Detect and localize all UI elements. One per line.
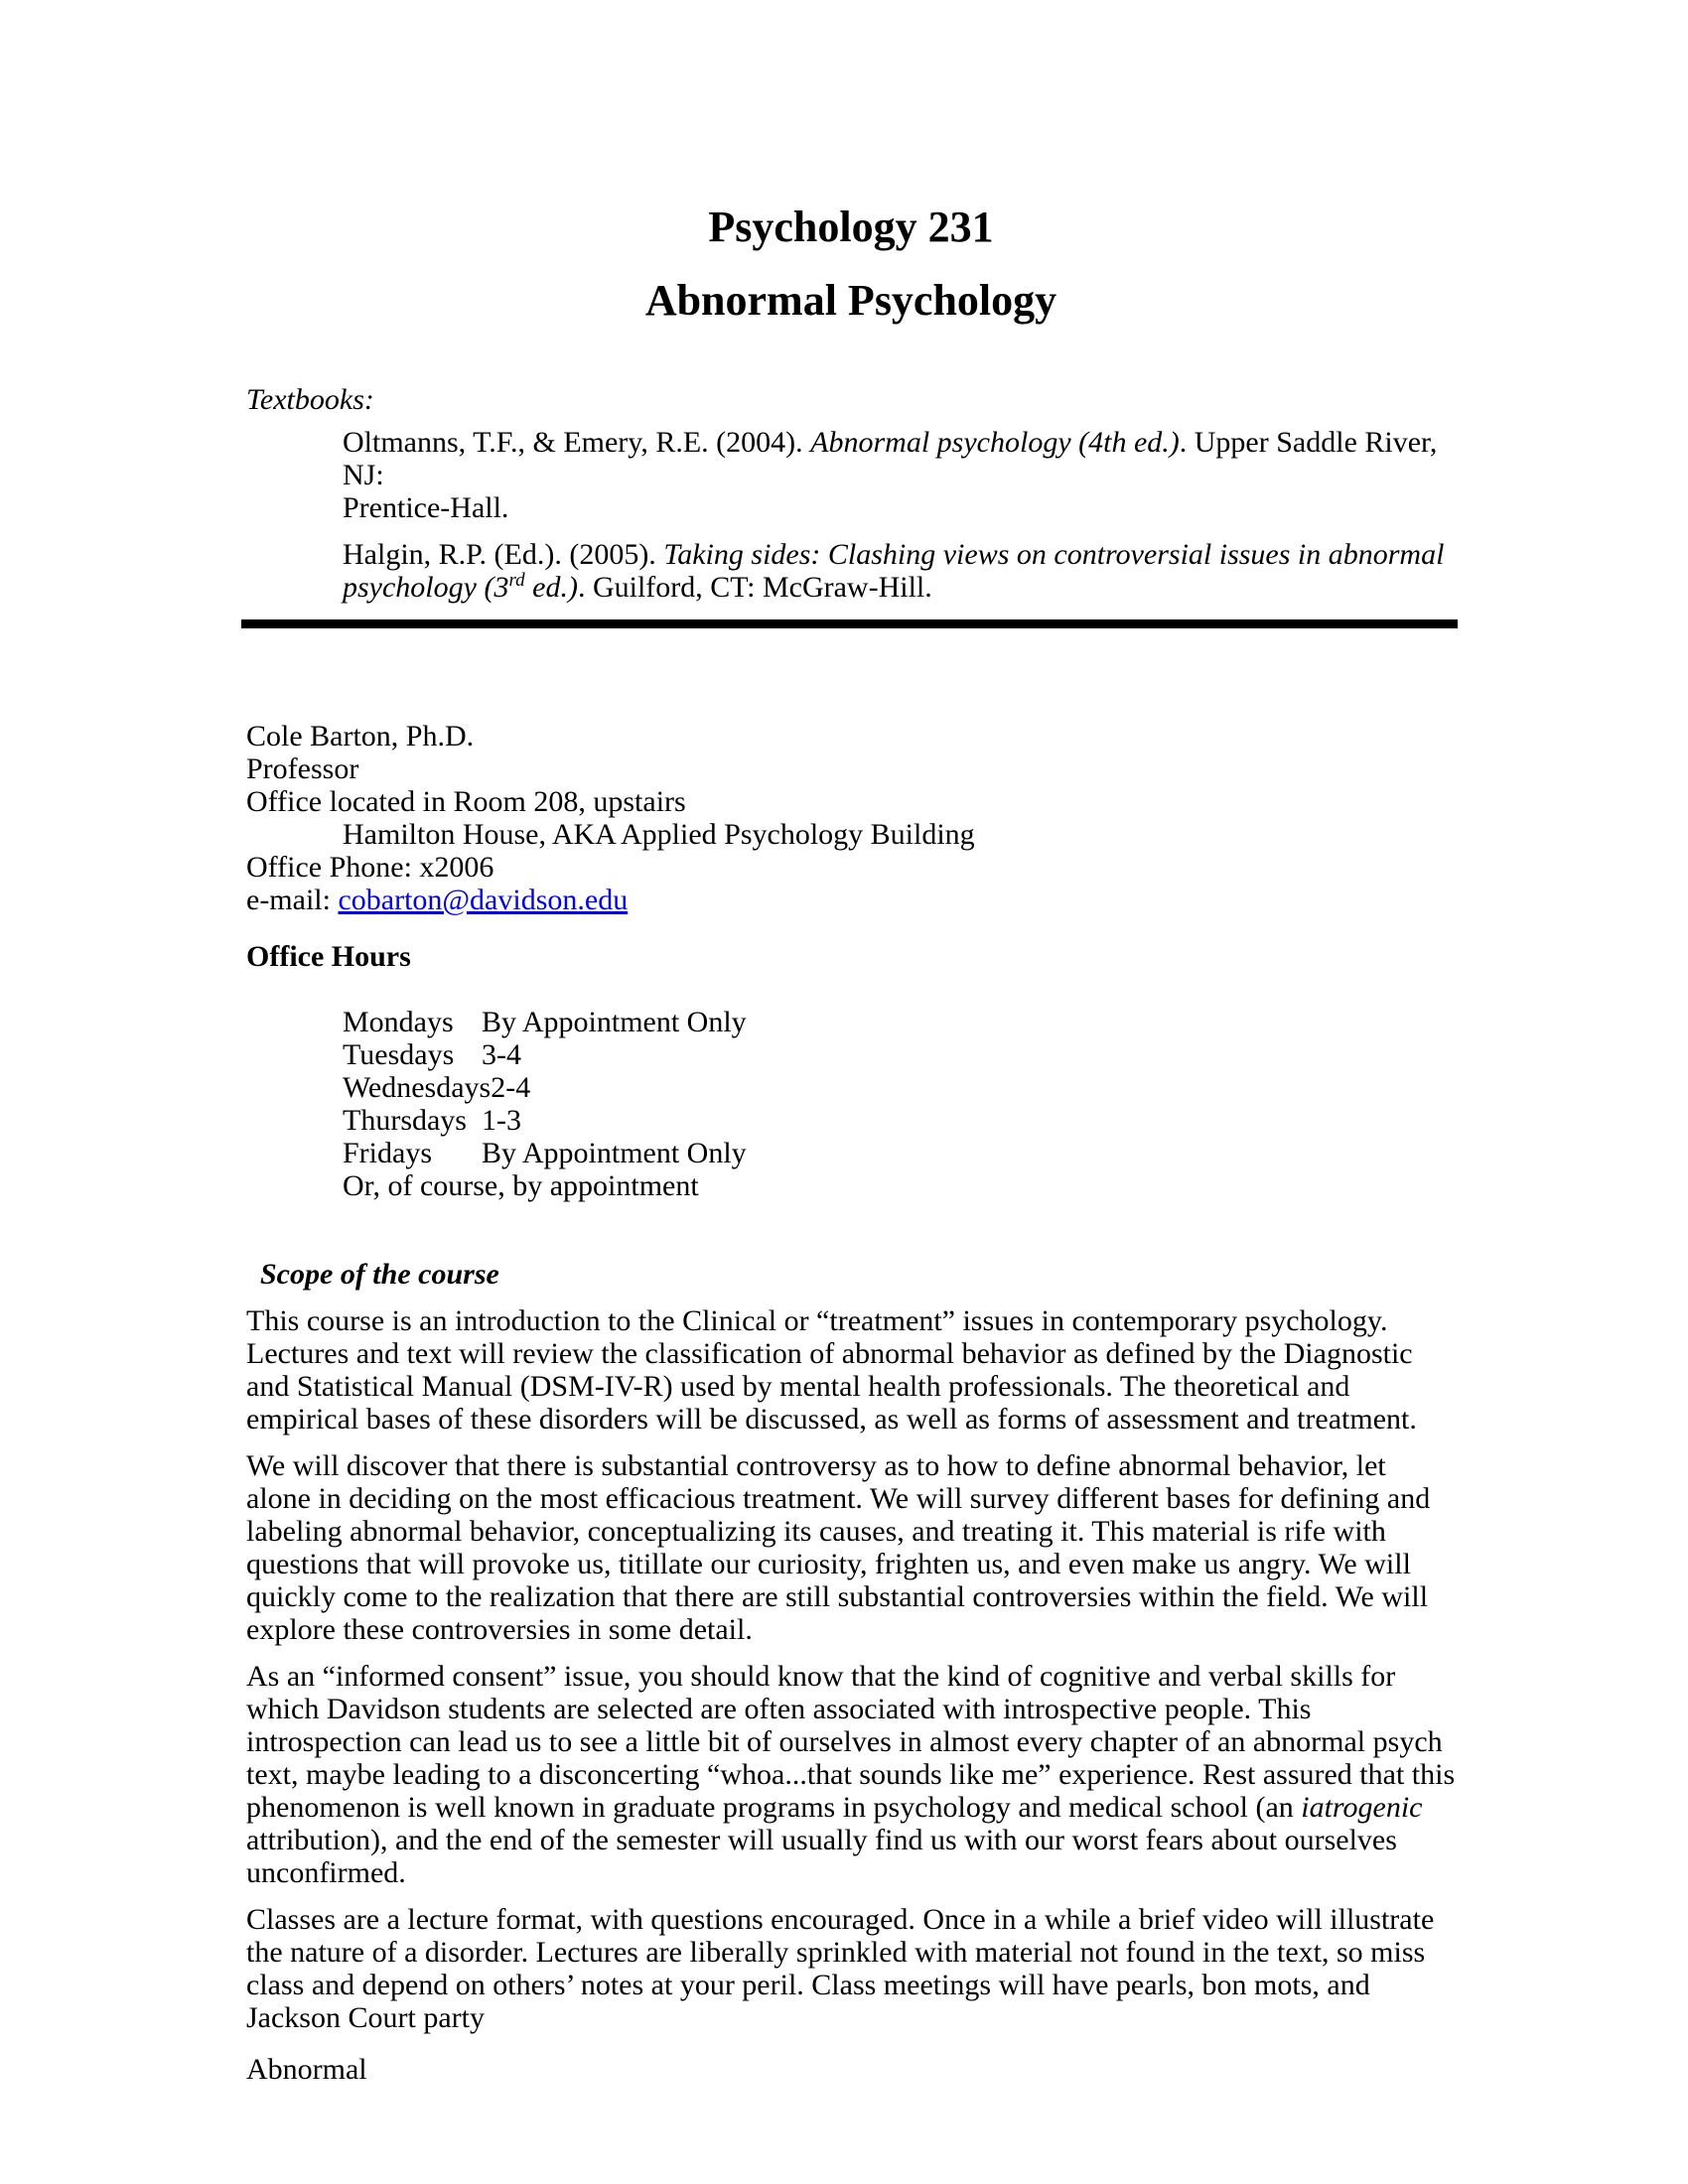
textbook-citation-1 <box>343 426 1456 524</box>
textbook-1-authors: Oltmanns, T.F., & Emery, R.E. (2004). <box>343 426 811 459</box>
course-title-line2: Abnormal Psychology <box>644 276 1057 325</box>
email-label: e-mail: <box>246 884 339 916</box>
textbook-2-title-part2: psychology (3 <box>343 571 509 604</box>
textbook-1-publisher-city: . Upper Saddle River, NJ: <box>343 426 1438 491</box>
office-hours-time: 2-4 <box>491 1071 531 1104</box>
instructor-phone: Office Phone: x2006 <box>246 851 494 884</box>
textbook-1-line-1 <box>343 426 1456 491</box>
instructor-name: Cole Barton, Ph.D. <box>246 720 475 752</box>
scope-paragraph-1: This course is an introduction to the Clinical or “treatment” issues in contemporary psychology. Lectures and text will review the classification of abnormal behavior as defined by the Diagnostic and Statistical Manual (DSM-IV-R) used by mental health professionals. The theoretical and empirical bases of these disorders will be discussed, as well as forms of assessment and treatment. <box>246 1304 1417 1435</box>
textbook-2-title-part1: Taking sides: Clashing views on controversial issues in abnormal <box>663 538 1445 571</box>
office-hours-note: Or, of course, by appointment <box>343 1169 699 1202</box>
document-body <box>246 0 1456 2034</box>
scope-heading: Scope of the course <box>260 1258 499 1291</box>
instructor-email-line <box>246 884 1456 916</box>
textbook-2-line-2 <box>343 571 1456 604</box>
course-title <box>246 0 1456 338</box>
office-hours-row-friday <box>343 1137 1456 1169</box>
office-hours-day: Thursdays <box>343 1104 467 1137</box>
scope-paragraph-3-italic-term: iatrogenic <box>1301 1791 1423 1824</box>
textbook-1-line-2: Prentice-Hall. <box>343 491 509 524</box>
office-hours-time: By Appointment Only <box>482 1137 747 1169</box>
course-title-line1: Psychology 231 <box>708 203 994 251</box>
textbook-2-publisher: . Guilford, CT: McGraw-Hill. <box>577 571 932 604</box>
page-footer-label: Abnormal <box>246 2053 367 2086</box>
office-hours-time: By Appointment Only <box>482 1006 747 1038</box>
instructor-office-location: Office located in Room 208, upstairs <box>246 785 686 818</box>
instructor-block <box>246 720 1456 916</box>
textbook-2-line-1 <box>343 538 1456 571</box>
office-hours-list <box>343 1006 1456 1202</box>
textbooks-heading: Textbooks: <box>246 383 374 416</box>
office-hours-day: Fridays <box>343 1137 432 1169</box>
office-hours-day: Tuesdays <box>343 1038 455 1071</box>
email-link[interactable]: cobarton@davidson.edu <box>338 884 629 916</box>
textbook-2-edition-superscript: rd <box>508 570 525 591</box>
office-hours-time: 1-3 <box>482 1104 521 1137</box>
scope-paragraph-3 <box>246 1660 1456 1889</box>
scope-paragraph-2: We will discover that there is substantial controversy as to how to define abnormal behavior, let alone in deciding on the most efficacious treatment. We will survey different bases for defining and labeling abnormal behavior, conceptualizing its causes, and treating it. This material is rife with questions that will provoke us, titillate our curiosity, frighten us, and even make us angry. We will quickly come to the realization that there are still substantial controversies within the field. We will explore these controversies in some detail. <box>246 1449 1431 1646</box>
textbook-citation-2 <box>343 538 1456 604</box>
office-hours-day: Wednesdays <box>343 1071 492 1104</box>
office-hours-row-thursday <box>343 1104 1456 1137</box>
instructor-role: Professor <box>246 752 359 785</box>
scope-paragraph-3-part1: As an “informed consent” issue, you should know that the kind of cognitive and verbal skills for which Davidson students are selected are often associated with introspective people. This introspection can lead us to see a little bit of ourselves in almost every chapter of an abnormal psych text, maybe leading to a disconcerting “whoa...that sounds like me” experience. Rest assured that this phenomenon is well known in graduate programs in psychology and medical school (an <box>246 1660 1456 1824</box>
scope-paragraph-3-part2: attribution), and the end of the semester will usually find us with our worst fears about ourselves unconfirmed. <box>246 1824 1397 1889</box>
office-hours-day: Mondays <box>343 1006 454 1038</box>
instructor-office-building: Hamilton House, AKA Applied Psychology Building <box>343 818 975 851</box>
office-hours-row-monday <box>343 1006 1456 1038</box>
office-hours-time: 3-4 <box>482 1038 521 1071</box>
office-hours-row-tuesday <box>343 1038 1456 1071</box>
office-hours-heading: Office Hours <box>246 940 411 973</box>
horizontal-divider-rule <box>241 619 1458 628</box>
textbook-1-title: Abnormal psychology (4th ed.) <box>810 426 1180 459</box>
scope-paragraph-4: Classes are a lecture format, with questions encouraged. Once in a while a brief video will illustrate the nature of a disorder. Lectures are liberally sprinkled with material not found in the text, so miss class and depend on others’ notes at your peril. Class meetings will have pearls, bon mots, and Jackson Court party <box>246 1903 1435 2034</box>
textbook-2-title-part3: ed.) <box>524 571 578 604</box>
textbook-2-authors: Halgin, R.P. (Ed.). (2005). <box>343 538 664 571</box>
office-hours-row-wednesday <box>343 1071 1456 1104</box>
